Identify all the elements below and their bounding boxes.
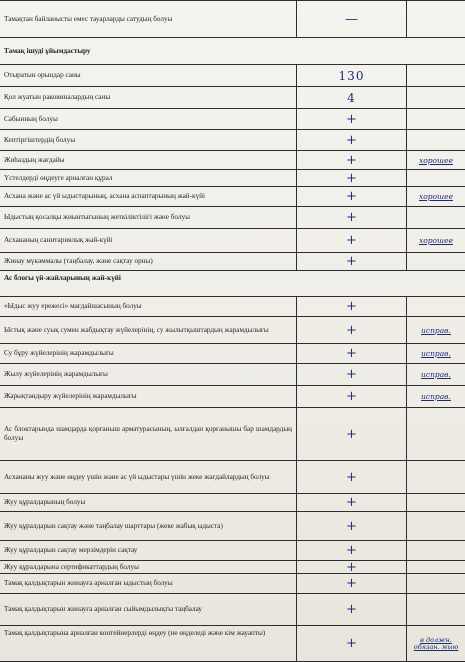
row-label: Отыратын орындар саны	[4, 71, 81, 80]
row-label: Жинау мүкәммалы (таңбалау, және сақтау орны)	[4, 257, 153, 266]
row-note	[406, 561, 465, 573]
row-label: Жуу құралдарына сертификаттардың болуы	[4, 562, 139, 571]
table-row	[0, 206, 465, 228]
row-mark: —	[296, 1, 406, 37]
row-mark: +	[296, 344, 406, 363]
row-mark: +	[296, 494, 406, 511]
row-label: Жуу құралдарын сақтау мерзімдерін сақтау	[4, 546, 138, 555]
table-row	[0, 169, 465, 186]
table-row	[0, 316, 465, 343]
row-note: исправ.	[406, 344, 465, 363]
row-mark: 4	[296, 87, 406, 108]
row-note: в должн. обязан. мыю	[406, 626, 465, 661]
row-note: хорошее	[406, 229, 465, 252]
row-note	[406, 297, 465, 316]
row-label: Ыдыстың қосалқы жиынтығының жеткіліктілігі және болуы	[4, 213, 190, 222]
row-mark: +	[296, 170, 406, 186]
row-label: Үстелдерді өңдеуге арналған құрал	[4, 173, 113, 182]
row-mark: +	[296, 187, 406, 206]
table-row	[0, 460, 465, 493]
row-note	[406, 65, 465, 86]
table-row	[0, 385, 465, 407]
row-label	[0, 626, 296, 661]
row-mark: +	[296, 229, 406, 252]
row-label: Тамақ қалдықтарын жинауға арналған сыйымдылықты таңбалау	[4, 605, 203, 614]
table-row	[0, 186, 465, 206]
table-row	[0, 0, 465, 37]
row-label: Жуу құралдарын сақтау және таңбалау шарттары (жеке жабық ыдыста)	[4, 521, 223, 530]
row-note	[406, 87, 465, 108]
row-note	[406, 170, 465, 186]
row-label: Қол жуатын раковиналардың саны	[4, 93, 111, 102]
row-label	[0, 408, 296, 460]
table-row	[0, 129, 465, 150]
row-note	[406, 207, 465, 228]
row-mark: +	[296, 541, 406, 560]
row-note	[406, 1, 465, 37]
section-header	[0, 37, 465, 64]
row-mark: +	[296, 386, 406, 407]
row-label: Тамақ қалдықтарын жинауға арналған ыдыстың болуы	[4, 579, 173, 588]
section-header	[0, 270, 465, 296]
section-title: Тамақ ішуді ұйымдастыру	[4, 46, 91, 55]
row-label: Жиһаздың жағдайы	[4, 155, 65, 164]
row-note	[406, 574, 465, 593]
row-note: исправ.	[406, 317, 465, 343]
row-mark: +	[296, 594, 406, 625]
row-note	[406, 541, 465, 560]
row-note: хорошее	[406, 187, 465, 206]
row-label: Сабынның болуы	[4, 114, 58, 123]
row-mark: +	[296, 297, 406, 316]
row-note	[406, 512, 465, 540]
row-note	[406, 408, 465, 460]
table-row	[0, 593, 465, 625]
table-row	[0, 493, 465, 511]
table-row	[0, 228, 465, 252]
row-label: Асхана және ас үй ыдыстарының, асхана аспаптарының жай-күйі	[4, 192, 205, 201]
row-label	[0, 461, 296, 493]
row-note	[406, 494, 465, 511]
table-row	[0, 86, 465, 108]
row-mark: +	[296, 408, 406, 460]
row-label: Кептіргіштердің болуы	[4, 135, 76, 144]
row-mark: +	[296, 317, 406, 343]
row-label-text: Тамақ қалдықтарына арналған контейнерлерді өңдеу (не өңделеді және кім жауапты)	[4, 629, 266, 637]
row-note	[406, 461, 465, 493]
row-mark: 130	[296, 65, 406, 86]
table-row	[0, 407, 465, 460]
row-mark: +	[296, 626, 406, 661]
row-note	[406, 253, 465, 270]
row-label: Асхананың санитариялық жай-күйі	[4, 236, 113, 245]
table-row	[0, 296, 465, 316]
row-label: Жылу жүйелерінің жарамдылығы	[4, 370, 108, 379]
table-row	[0, 64, 465, 86]
table-row	[0, 511, 465, 540]
row-label: Тамақтан байланысты емес тауарларды сатудың болуы	[4, 14, 173, 23]
row-note	[406, 109, 465, 129]
section-title: Ас блогы үй-жайларының жай-күйі	[4, 274, 121, 282]
row-mark: +	[296, 574, 406, 593]
row-label-text: Асхананы жуу және өңдеу үшін және ас үй ыдыстары үшін жеке жағдайлардың болуы	[4, 472, 270, 481]
table-row	[0, 150, 465, 169]
table-row	[0, 252, 465, 270]
row-mark: +	[296, 207, 406, 228]
row-label	[0, 317, 296, 343]
row-label: Су бұру жүйелерінің жарамдылығы	[4, 349, 114, 358]
row-label-text: Ыстық және суық сумен жабдықтау жүйелерінің, су жылытқыштардың жарамдылығы	[4, 325, 269, 334]
row-mark: +	[296, 512, 406, 540]
table-row	[0, 560, 465, 573]
table-row	[0, 343, 465, 363]
table-row	[0, 540, 465, 560]
table-row	[0, 108, 465, 129]
row-note: хорошее	[406, 151, 465, 169]
row-label: «Ыдыс жуу ережесі» мағдайшасының болуы	[4, 302, 142, 311]
row-mark: +	[296, 253, 406, 270]
row-note: исправ.	[406, 386, 465, 407]
row-note	[406, 130, 465, 150]
row-note	[406, 594, 465, 625]
row-note: исправ.	[406, 364, 465, 385]
row-mark: +	[296, 130, 406, 150]
row-label-text: Ас блоктарында шамдарда қорғаныш арматурасының, ылғалдан қорғанышы бар шамдардың болуы	[4, 425, 292, 442]
table-row	[0, 363, 465, 385]
row-mark: +	[296, 561, 406, 573]
table-row	[0, 625, 465, 662]
table-row	[0, 573, 465, 593]
row-label: Жарықтандыру жүйелерінің жарамдылығы	[4, 392, 137, 401]
row-mark: +	[296, 364, 406, 385]
row-label: Жуу құралдарының болуы	[4, 498, 86, 507]
row-mark: +	[296, 461, 406, 493]
row-mark: +	[296, 151, 406, 169]
row-mark: +	[296, 109, 406, 129]
